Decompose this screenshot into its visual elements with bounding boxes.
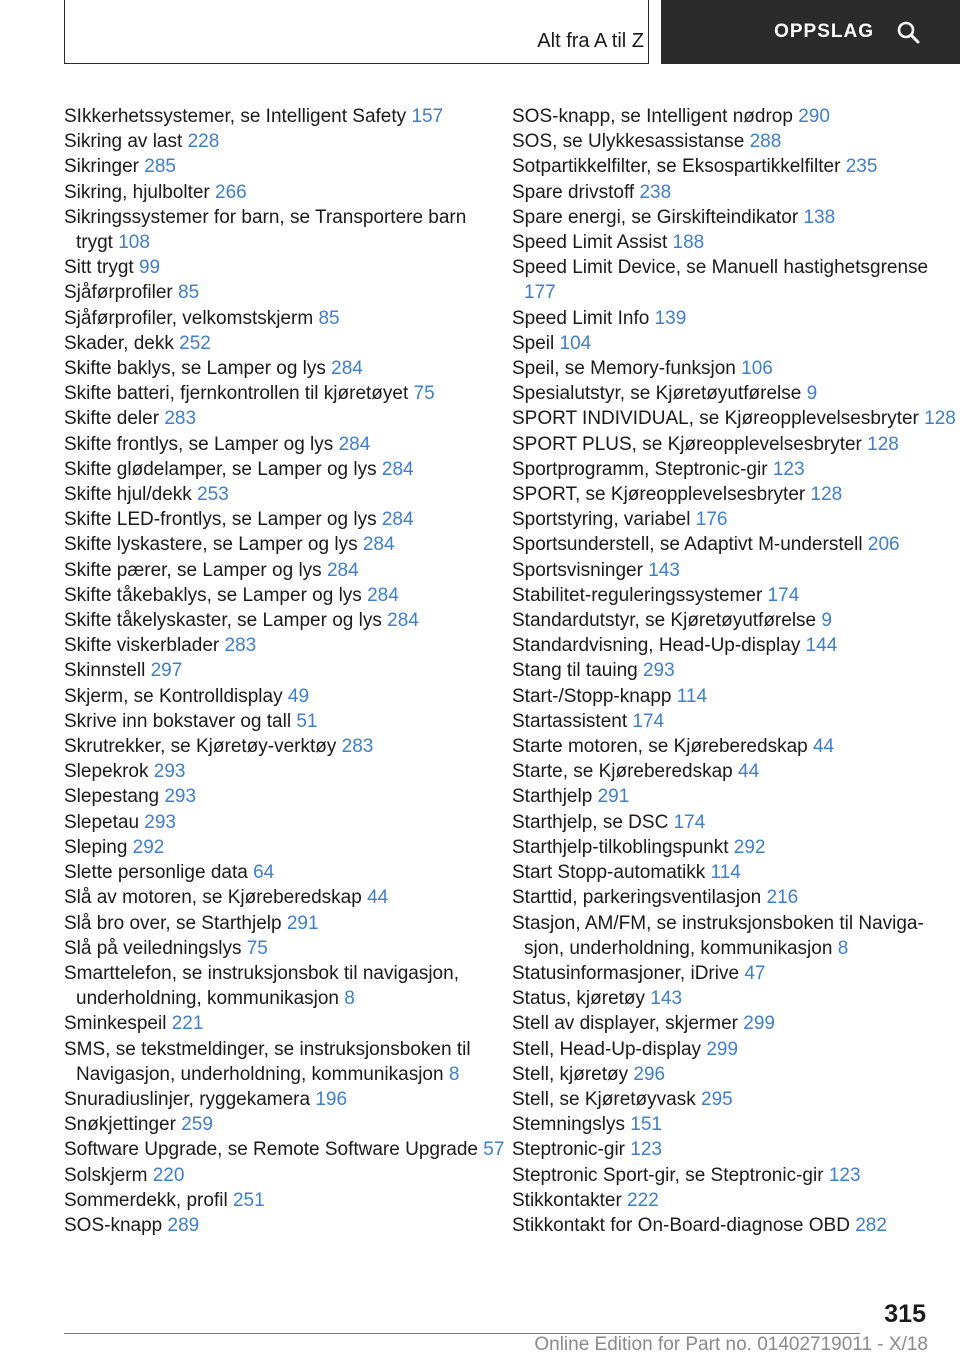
index-term: Starte, se Kjøreberedskap [512, 761, 733, 783]
index-entry [64, 180, 484, 205]
index-entry [64, 734, 484, 759]
header-title-bar[interactable] [661, 0, 960, 64]
page-link[interactable]: 299 [743, 1013, 775, 1035]
index-entry [64, 810, 484, 835]
index-term: Sitt trygt [64, 257, 134, 279]
index-entry [512, 381, 932, 406]
footer-edition: Online Edition for Part no. 01402719011 - X/18 [534, 1334, 928, 1355]
page-link[interactable]: 176 [695, 509, 728, 531]
index-entry [512, 255, 932, 305]
index-term: Skifte lyskastere, se Lamper og lys [64, 534, 358, 556]
index-entry [64, 1112, 484, 1137]
page-link[interactable]: 221 [171, 1013, 204, 1035]
index-term: Status, kjøretøy [512, 988, 646, 1010]
index-entry [64, 1213, 484, 1238]
page-link[interactable]: 144 [805, 635, 838, 657]
index-term: Stabilitet-reguleringssystemer [512, 584, 763, 606]
page-link[interactable]: 143 [650, 988, 683, 1010]
index-entry [64, 1137, 505, 1162]
page-link[interactable]: 259 [181, 1114, 213, 1136]
index-entry [512, 658, 932, 683]
page-link[interactable]: 293 [642, 660, 675, 682]
page-link[interactable]: 289 [167, 1214, 200, 1236]
page-link[interactable]: 44 [738, 761, 760, 783]
index-term: Slepetau [64, 811, 140, 833]
index-term: Starttid, parkeringsventilasjon [512, 887, 762, 909]
page-link[interactable]: 8 [837, 937, 849, 959]
index-entry [512, 1188, 932, 1213]
index-entry [512, 583, 932, 608]
page-link[interactable]: 282 [855, 1214, 887, 1236]
index-entry [64, 911, 484, 936]
page-link[interactable]: 128 [810, 484, 843, 506]
index-term: Standardvisning, Head-Up-display [512, 635, 801, 657]
index-entry [512, 885, 932, 910]
header-section-box [64, 0, 649, 64]
index-term: SPORT INDIVIDUAL, se Kjøreopplevelsesbryter [512, 408, 919, 430]
index-entry [64, 936, 484, 961]
page-link[interactable]: 266 [215, 181, 247, 203]
page-link[interactable]: 293 [153, 761, 186, 783]
index-term: Starthjelp, se DSC [512, 811, 669, 833]
index-entry [64, 658, 484, 683]
index-term: Sikringer [64, 156, 139, 178]
index-entry [512, 180, 932, 205]
index-term: Skifte glødelamper, se Lamper og lys [64, 458, 377, 480]
index-entry [512, 356, 932, 381]
page-link[interactable]: 295 [701, 1088, 733, 1110]
page-link[interactable]: 235 [845, 156, 878, 178]
search-icon[interactable] [896, 20, 920, 44]
page-link[interactable]: 228 [187, 131, 220, 153]
index-entry [512, 205, 932, 230]
page-link[interactable]: 114 [710, 862, 741, 884]
index-entry [512, 986, 932, 1011]
index-term: Slå på veiledningslys [64, 937, 242, 959]
index-term: Start Stopp-automatikk [512, 862, 706, 884]
index-term: Skader, dekk [64, 332, 174, 354]
page-link[interactable]: 75 [246, 937, 268, 959]
index-term: SMS, se tekstmeldinger, se instruksjonsboken til Navigasjon, underholdning, kommunikasjon [64, 1038, 471, 1085]
page-link[interactable]: 128 [924, 408, 956, 430]
page-link[interactable]: 177 [524, 282, 556, 304]
page-link[interactable]: 291 [286, 912, 319, 934]
index-term: Skifte LED-frontlys, se Lamper og lys [64, 509, 377, 531]
index-term: Skifte deler [64, 408, 160, 430]
index-entry [64, 457, 484, 482]
page-link[interactable]: 123 [828, 1164, 861, 1186]
index-entry [512, 1011, 932, 1036]
index-term: Statusinformasjoner, iDrive [512, 962, 740, 984]
index-term: Stell av displayer, skjermer [512, 1013, 738, 1035]
page-link[interactable]: 114 [676, 685, 708, 707]
index-entry [64, 1087, 484, 1112]
index-entry [64, 356, 484, 381]
header-title: OPPSLAG [774, 21, 874, 42]
index-entry [64, 961, 484, 1011]
page-number: 315 [884, 1300, 926, 1328]
index-term: Sjåførprofiler [64, 282, 173, 304]
index-term: Spesialutstyr, se Kjøretøyutførelse [512, 383, 802, 405]
page-link[interactable]: 284 [362, 534, 395, 556]
page-link[interactable]: 123 [630, 1139, 662, 1161]
index-entry [64, 784, 484, 809]
index-term: Speed Limit Device, se Manuell hastighetsgrense [512, 257, 929, 279]
page-link[interactable]: 283 [224, 635, 257, 657]
index-term: Sotpartikkelfilter, se Eksospartikkelfilter [512, 156, 841, 178]
index-entry [64, 532, 484, 557]
index-term: Slå bro over, se Starthjelp [64, 912, 282, 934]
page-link[interactable]: 85 [318, 307, 340, 329]
index-entry [512, 331, 932, 356]
page-link[interactable]: 285 [144, 156, 176, 178]
page-link[interactable]: 174 [632, 710, 665, 732]
index-entry [64, 432, 484, 457]
index-entry [64, 306, 484, 331]
page-link[interactable]: 216 [766, 887, 799, 909]
index-entry [512, 457, 932, 482]
index-term: Steptronic-gir [512, 1139, 625, 1161]
page-link[interactable]: 296 [633, 1063, 666, 1085]
index-entry [512, 911, 932, 961]
index-term: Sportsvisninger [512, 559, 643, 581]
index-term: Sportsunderstell, se Adaptivt M-understell [512, 534, 863, 556]
index-entry [64, 381, 484, 406]
index-term: Starthjelp [512, 786, 593, 808]
index-entry [512, 633, 932, 658]
page-link[interactable]: 283 [341, 736, 374, 758]
page-link[interactable]: 251 [232, 1189, 265, 1211]
index-term: Skifte tåkebaklys, se Lamper og lys [64, 584, 362, 606]
page-link[interactable]: 106 [741, 358, 773, 380]
index-term: SOS-knapp [64, 1214, 163, 1236]
index-term: Stasjon, AM/FM, se instruksjonsboken til Navigasjon, underholdning, kommunikasjon [512, 912, 924, 959]
index-term: Sportstyring, variabel [512, 509, 691, 531]
page-link[interactable]: 139 [654, 307, 687, 329]
index-entry [512, 482, 932, 507]
page-link[interactable]: 99 [138, 257, 161, 279]
page-link[interactable]: 297 [150, 660, 183, 682]
index-term: SPORT, se Kjøreopplevelsesbryter [512, 484, 806, 506]
index-term: SIkkerhetssystemer, se Intelligent Safety [64, 106, 407, 127]
index-term: Sikring, hjulbolter [64, 181, 210, 203]
page-link[interactable]: 188 [672, 232, 705, 254]
index-entry [64, 331, 484, 356]
page-link[interactable]: 128 [867, 433, 899, 455]
index-entry [64, 759, 484, 784]
index-term: Stikkontakt for On-Board-diagnose OBD [512, 1214, 850, 1236]
index-entry [64, 129, 484, 154]
index-entry [64, 558, 484, 583]
index-entry [512, 1037, 932, 1062]
index-entry [64, 482, 484, 507]
index-term: Stang til tauing [512, 660, 638, 682]
index-entry [64, 835, 484, 860]
page-link[interactable]: 143 [648, 559, 680, 581]
page-link[interactable]: 174 [767, 584, 800, 606]
index-entry [64, 633, 484, 658]
page-link[interactable]: 238 [639, 181, 672, 203]
index-entry [64, 507, 484, 532]
index-term: Stell, kjøretøy [512, 1063, 629, 1085]
page-link[interactable]: 123 [772, 458, 805, 480]
index-entry [64, 583, 484, 608]
index-entry [64, 154, 484, 179]
index-term: Steptronic Sport-gir, se Steptronic-gir [512, 1164, 824, 1186]
page-link[interactable]: 293 [144, 811, 176, 833]
index-term: Sikringssystemer for barn, se Transportere barn trygt [64, 206, 467, 254]
index-entry [512, 810, 932, 835]
index-term: Spare drivstoff [512, 181, 635, 203]
index-column-right [512, 104, 956, 1238]
index-entry [512, 1163, 932, 1188]
index-term: Snøkjettinger [64, 1114, 176, 1136]
index-term: Speil [512, 332, 555, 354]
index-term: Skifte baklys, se Lamper og lys [64, 358, 326, 380]
index-term: Skifte hjul/dekk [64, 484, 192, 506]
page-link[interactable]: 284 [338, 433, 371, 455]
index-entry [64, 255, 484, 280]
index-term: Stemningslys [512, 1114, 625, 1136]
index-term: Sikring av last [64, 131, 183, 153]
index-entry [64, 1037, 484, 1087]
index-term: Startassistent [512, 710, 628, 732]
page-link[interactable]: 252 [179, 332, 211, 354]
index-column-left [64, 104, 505, 1238]
page-link[interactable]: 8 [344, 988, 355, 1010]
index-term: Spare energi, se Girskifteindikator [512, 206, 799, 228]
page-link[interactable]: 284 [326, 559, 359, 581]
page-link[interactable]: 174 [673, 811, 706, 833]
index-entry [512, 684, 932, 709]
index-entry [512, 432, 932, 457]
index-term: Skrive inn bokstaver og tall [64, 710, 292, 732]
page-link[interactable]: 253 [197, 484, 229, 506]
page-link[interactable]: 85 [178, 282, 200, 304]
index-entry [512, 784, 932, 809]
index-entry [64, 885, 484, 910]
index-term: Speed Limit Info [512, 307, 650, 329]
page-link[interactable]: 292 [733, 836, 766, 858]
index-term: Snuradiuslinjer, ryggekamera [64, 1088, 311, 1110]
page-link[interactable]: 284 [331, 358, 363, 380]
index-entry [512, 860, 932, 885]
index-entry [512, 608, 932, 633]
page-link[interactable]: 104 [559, 332, 592, 354]
index-entry [512, 734, 932, 759]
index-entry [64, 205, 484, 255]
index-entry [64, 608, 484, 633]
index-term: Skifte batteri, fjernkontrollen til kjøretøyet [64, 383, 409, 405]
index-term: Solskjerm [64, 1164, 148, 1186]
index-term: Skinnstell [64, 660, 146, 682]
index-entry [512, 532, 932, 557]
index-entry [512, 230, 932, 255]
index-term: Software Upgrade, se Remote Software Upgrade [64, 1139, 478, 1161]
index-entry [512, 759, 932, 784]
index-term: Skifte frontlys, se Lamper og lys [64, 433, 334, 455]
index-entry [512, 558, 932, 583]
index-term: Speil, se Memory-funksjon [512, 358, 736, 380]
index-term: Stikkontakter [512, 1189, 622, 1211]
index-entry [64, 709, 484, 734]
page-link[interactable]: 49 [287, 685, 310, 707]
page-link[interactable]: 284 [387, 610, 419, 632]
index-entry [512, 961, 932, 986]
index-entry [64, 406, 484, 431]
index-entry [512, 154, 932, 179]
page-link[interactable]: 151 [630, 1114, 662, 1136]
index-term: Skrutrekker, se Kjøretøy-verktøy [64, 736, 337, 758]
index-term: Sminkespeil [64, 1013, 167, 1035]
page-link[interactable]: 108 [118, 232, 150, 254]
page-link[interactable]: 283 [164, 408, 197, 430]
index-entry [512, 406, 956, 431]
index-term: Stell, se Kjøretøyvask [512, 1088, 696, 1110]
index-entry [64, 104, 484, 129]
index-term: Starthjelp-tilkoblingspunkt [512, 836, 729, 858]
page-link[interactable]: 284 [381, 509, 414, 531]
page-link[interactable]: 8 [448, 1063, 460, 1085]
section-tab[interactable]: Alt fra A til Z [537, 30, 644, 52]
page-link[interactable]: 47 [744, 962, 766, 984]
index-entry [512, 1087, 932, 1112]
index-term: Skifte tåkelyskaster, se Lamper og lys [64, 610, 382, 632]
index-entry [512, 1112, 932, 1137]
index-term: Slepekrok [64, 761, 149, 783]
page-link[interactable]: 57 [483, 1139, 505, 1161]
index-term: Speed Limit Assist [512, 232, 668, 254]
index-entry [512, 1213, 932, 1238]
index-term: Sleping [64, 836, 128, 858]
index-term: Skifte viskerblader [64, 635, 220, 657]
index-entry [64, 1163, 484, 1188]
page-link[interactable]: 288 [749, 131, 782, 153]
index-term: Smarttelefon, se instruksjonsbok til navigasjon, underholdning, kommunikasjon [64, 962, 459, 1010]
index-entry [64, 684, 484, 709]
index-entry [64, 280, 484, 305]
index-term: SPORT PLUS, se Kjøreopplevelsesbryter [512, 433, 862, 455]
index-entry [64, 1188, 484, 1213]
page-link[interactable]: 220 [152, 1164, 185, 1186]
index-entry [512, 104, 932, 129]
index-term: Slette personlige data [64, 862, 248, 884]
page-link[interactable]: 75 [413, 383, 435, 405]
page-link[interactable]: 293 [164, 786, 197, 808]
page-link[interactable]: 299 [706, 1038, 739, 1060]
index-term: Sommerdekk, profil [64, 1189, 228, 1211]
index-term: Sjåførprofiler, velkomstskjerm [64, 307, 314, 329]
index-term: Standardutstyr, se Kjøretøyutførelse [512, 610, 817, 632]
page-link[interactable]: 51 [296, 710, 318, 732]
page-link[interactable]: 206 [867, 534, 900, 556]
index-term: Slepestang [64, 786, 160, 808]
index-entry [512, 1062, 932, 1087]
page-link[interactable]: 196 [315, 1088, 348, 1110]
page-link[interactable]: 138 [803, 206, 836, 228]
index-entry [512, 507, 932, 532]
page-link[interactable]: 9 [821, 610, 832, 632]
index-entry [512, 306, 932, 331]
page-link[interactable]: 284 [381, 458, 414, 480]
index-entry [64, 860, 484, 885]
page-link[interactable]: 290 [798, 106, 830, 127]
page-link[interactable]: 291 [597, 786, 630, 808]
index-term: SOS-knapp, se Intelligent nødrop [512, 106, 793, 127]
page-link[interactable]: 9 [806, 383, 818, 405]
index-term: SOS, se Ulykkesassistanse [512, 131, 745, 153]
index-entry [64, 1011, 484, 1036]
index-term: Sportprogramm, Steptronic-gir [512, 458, 768, 480]
index-term: Skifte pærer, se Lamper og lys [64, 559, 322, 581]
page-link[interactable]: 44 [812, 736, 835, 758]
index-entry [512, 835, 932, 860]
index-term: Start-/Stopp-knapp [512, 685, 672, 707]
page-link[interactable]: 222 [627, 1189, 659, 1211]
index-term: Starte motoren, se Kjøreberedskap [512, 736, 808, 758]
index-term: Skjerm, se Kontrolldisplay [64, 685, 283, 707]
index-entry [512, 1137, 932, 1162]
index-term: Stell, Head-Up-display [512, 1038, 702, 1060]
index-term: Slå av motoren, se Kjøreberedskap [64, 887, 362, 909]
page-link[interactable]: 64 [253, 862, 275, 884]
page-link[interactable]: 284 [367, 584, 399, 606]
page-link[interactable]: 292 [132, 836, 165, 858]
page-link[interactable]: 44 [367, 887, 389, 909]
index-entry [512, 709, 932, 734]
index-entry [512, 129, 932, 154]
page-link[interactable]: 157 [411, 106, 444, 127]
